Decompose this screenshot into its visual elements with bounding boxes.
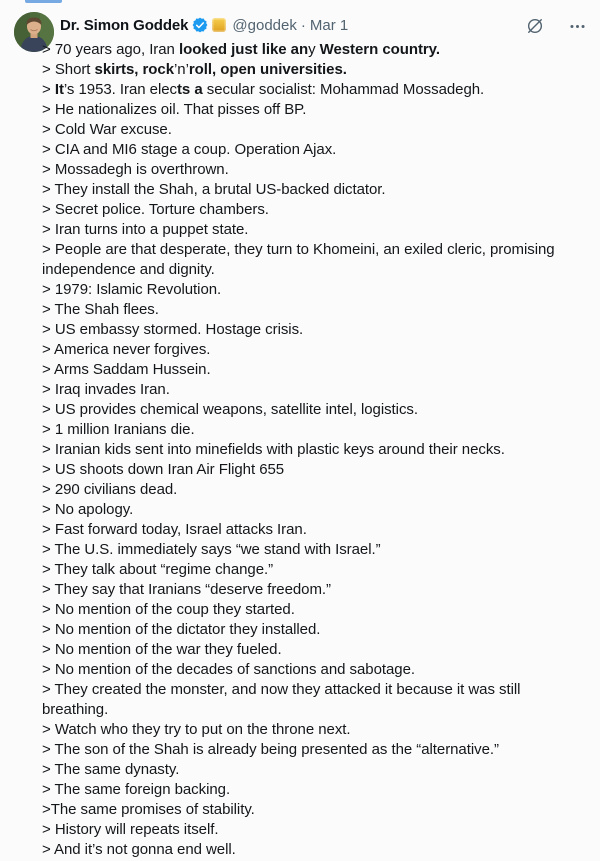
tweet-line bbox=[42, 180, 587, 200]
tweet-text-segment: > US provides chemical weapons, satellite intel, logistics. bbox=[42, 401, 418, 418]
tweet-line bbox=[42, 220, 587, 240]
tweet-line bbox=[42, 40, 587, 60]
user-handle[interactable]: @goddek bbox=[232, 16, 297, 34]
tweet-text-segment: > US shoots down Iran Air Flight 655 bbox=[42, 461, 285, 478]
tweet-line bbox=[42, 600, 587, 620]
tweet-text-segment: > History will repeats itself. bbox=[42, 821, 219, 838]
tweet-text-segment: > Watch who they try to put on the throne next. bbox=[42, 721, 351, 738]
tweet-text-segment: > Short bbox=[42, 61, 95, 78]
tweet-line bbox=[42, 480, 587, 500]
tweet-text-segment: > bbox=[42, 81, 55, 98]
tweet-text-segment: > 70 years ago, Iran bbox=[42, 41, 179, 58]
tweet-text-segment: > Secret police. Torture chambers. bbox=[42, 201, 269, 218]
tweet-line bbox=[42, 320, 587, 340]
header-separator: · bbox=[300, 16, 306, 34]
tweet-line bbox=[42, 80, 587, 100]
tweet-line bbox=[42, 460, 587, 480]
tweet-line bbox=[42, 820, 587, 840]
tweet-text-segment: > No mention of the decades of sanctions and sabotage. bbox=[42, 661, 415, 678]
tweet-text-segment: > He nationalizes oil. That pisses off BP. bbox=[42, 101, 307, 118]
tweet-text-segment: > People are that desperate, they turn to Khomeini, an exiled cleric, promising independence and dignity. bbox=[42, 241, 555, 278]
tweet-line bbox=[42, 760, 587, 780]
tweet-line bbox=[42, 720, 587, 740]
tweet-text-segment: > US embassy stormed. Hostage crisis. bbox=[42, 321, 304, 338]
tweet-text-segment: skirts, rock bbox=[94, 61, 174, 78]
grok-icon bbox=[525, 16, 545, 36]
tweet-text-segment: > No mention of the dictator they installed. bbox=[42, 621, 321, 638]
tweet-line bbox=[42, 440, 587, 460]
tweet-text-segment: > The U.S. immediately says “we stand with Israel.” bbox=[42, 541, 381, 558]
tweet-text-segment: > 1 million Iranians die. bbox=[42, 421, 195, 438]
tweet-line bbox=[42, 540, 587, 560]
tweet-text-segment: Western country. bbox=[319, 41, 440, 58]
tweet-text-segment: ’s 1953. Iran elec bbox=[63, 81, 177, 98]
tweet-line bbox=[42, 840, 587, 860]
tweet-line bbox=[42, 640, 587, 660]
tweet-header bbox=[60, 15, 348, 35]
tweet-text-segment: > The same dynasty. bbox=[42, 761, 180, 778]
more-button[interactable] bbox=[567, 16, 587, 36]
tweet-text-segment: > And it’s not gonna end well. bbox=[42, 841, 236, 858]
gold-square-badge-icon bbox=[212, 18, 226, 32]
tweet-line bbox=[42, 60, 587, 80]
tweet-text-segment: secular socialist: Mohammad Mossadegh. bbox=[202, 81, 485, 98]
tweet-line bbox=[42, 160, 587, 180]
tweet-line bbox=[42, 140, 587, 160]
tweet-text-segment: > No mention of the war they fueled. bbox=[42, 641, 282, 658]
tweet-text-segment: > They say that Iranians “deserve freedom.” bbox=[42, 581, 331, 598]
tweet-body bbox=[42, 40, 587, 860]
tweet-line bbox=[42, 520, 587, 540]
tweet-line bbox=[42, 360, 587, 380]
top-blue-artifact bbox=[25, 0, 62, 3]
tweet-text-segment: > Arms Saddam Hussein. bbox=[42, 361, 211, 378]
tweet-line bbox=[42, 660, 587, 680]
header-actions bbox=[525, 16, 587, 36]
post-date[interactable]: Mar 1 bbox=[309, 16, 349, 34]
tweet-text-segment: > They talk about “regime change.” bbox=[42, 561, 274, 578]
more-icon bbox=[568, 17, 587, 36]
tweet-text-segment: > They created the monster, and now they attacked it because it was still breathing. bbox=[42, 681, 521, 718]
tweet-text-segment: > The son of the Shah is already being presented as the “alternative.” bbox=[42, 741, 499, 758]
tweet-line bbox=[42, 240, 587, 280]
tweet-text-segment: ’n’ bbox=[174, 61, 189, 78]
tweet-line bbox=[42, 680, 587, 720]
tweet-line bbox=[42, 340, 587, 360]
tweet-text-segment: > No mention of the coup they started. bbox=[42, 601, 295, 618]
tweet-text-segment: > 1979: Islamic Revolution. bbox=[42, 281, 222, 298]
tweet-text-segment: looked just like an bbox=[178, 41, 309, 58]
tweet-line bbox=[42, 280, 587, 300]
display-name[interactable]: Dr. Simon Goddek bbox=[60, 16, 189, 34]
tweet-line bbox=[42, 420, 587, 440]
tweet-text-segment: y bbox=[308, 41, 320, 58]
tweet-text-segment: > CIA and MI6 stage a coup. Operation Ajax. bbox=[42, 141, 337, 158]
tweet-text-segment: > No apology. bbox=[42, 501, 134, 518]
tweet-line bbox=[42, 500, 587, 520]
tweet-line bbox=[42, 380, 587, 400]
tweet-text-segment: > Iraq invades Iran. bbox=[42, 381, 170, 398]
tweet-text-segment: It bbox=[54, 81, 64, 98]
tweet-text-segment: > Fast forward today, Israel attacks Iran. bbox=[42, 521, 307, 538]
tweet-text-segment: ts a bbox=[176, 81, 203, 98]
tweet-text-segment: > The same foreign backing. bbox=[42, 781, 231, 798]
verified-badge-icon bbox=[192, 17, 208, 33]
tweet-text-segment: > Mossadegh is overthrown. bbox=[42, 161, 229, 178]
tweet-text-segment: > 290 civilians dead. bbox=[42, 481, 178, 498]
tweet-line bbox=[42, 100, 587, 120]
grok-button[interactable] bbox=[525, 16, 545, 36]
tweet-line bbox=[42, 740, 587, 760]
tweet-text-segment: > They install the Shah, a brutal US-backed dictator. bbox=[42, 181, 386, 198]
tweet-text-segment: > The Shah flees. bbox=[42, 301, 159, 318]
tweet-line bbox=[42, 780, 587, 800]
tweet-text-segment: > Cold War excuse. bbox=[42, 121, 172, 138]
tweet-line bbox=[42, 300, 587, 320]
tweet-line bbox=[42, 620, 587, 640]
tweet-line bbox=[42, 560, 587, 580]
tweet-line bbox=[42, 580, 587, 600]
tweet-text-segment: roll, open universities. bbox=[188, 61, 347, 78]
tweet-text-segment: > America never forgives. bbox=[42, 341, 211, 358]
tweet-line bbox=[42, 200, 587, 220]
tweet-text-segment: >The same promises of stability. bbox=[42, 801, 255, 818]
tweet-line bbox=[42, 120, 587, 140]
tweet-line bbox=[42, 400, 587, 420]
tweet-text-segment: > Iranian kids sent into minefields with plastic keys around their necks. bbox=[42, 441, 505, 458]
tweet-text-segment: > Iran turns into a puppet state. bbox=[42, 221, 249, 238]
tweet-line bbox=[42, 800, 587, 820]
